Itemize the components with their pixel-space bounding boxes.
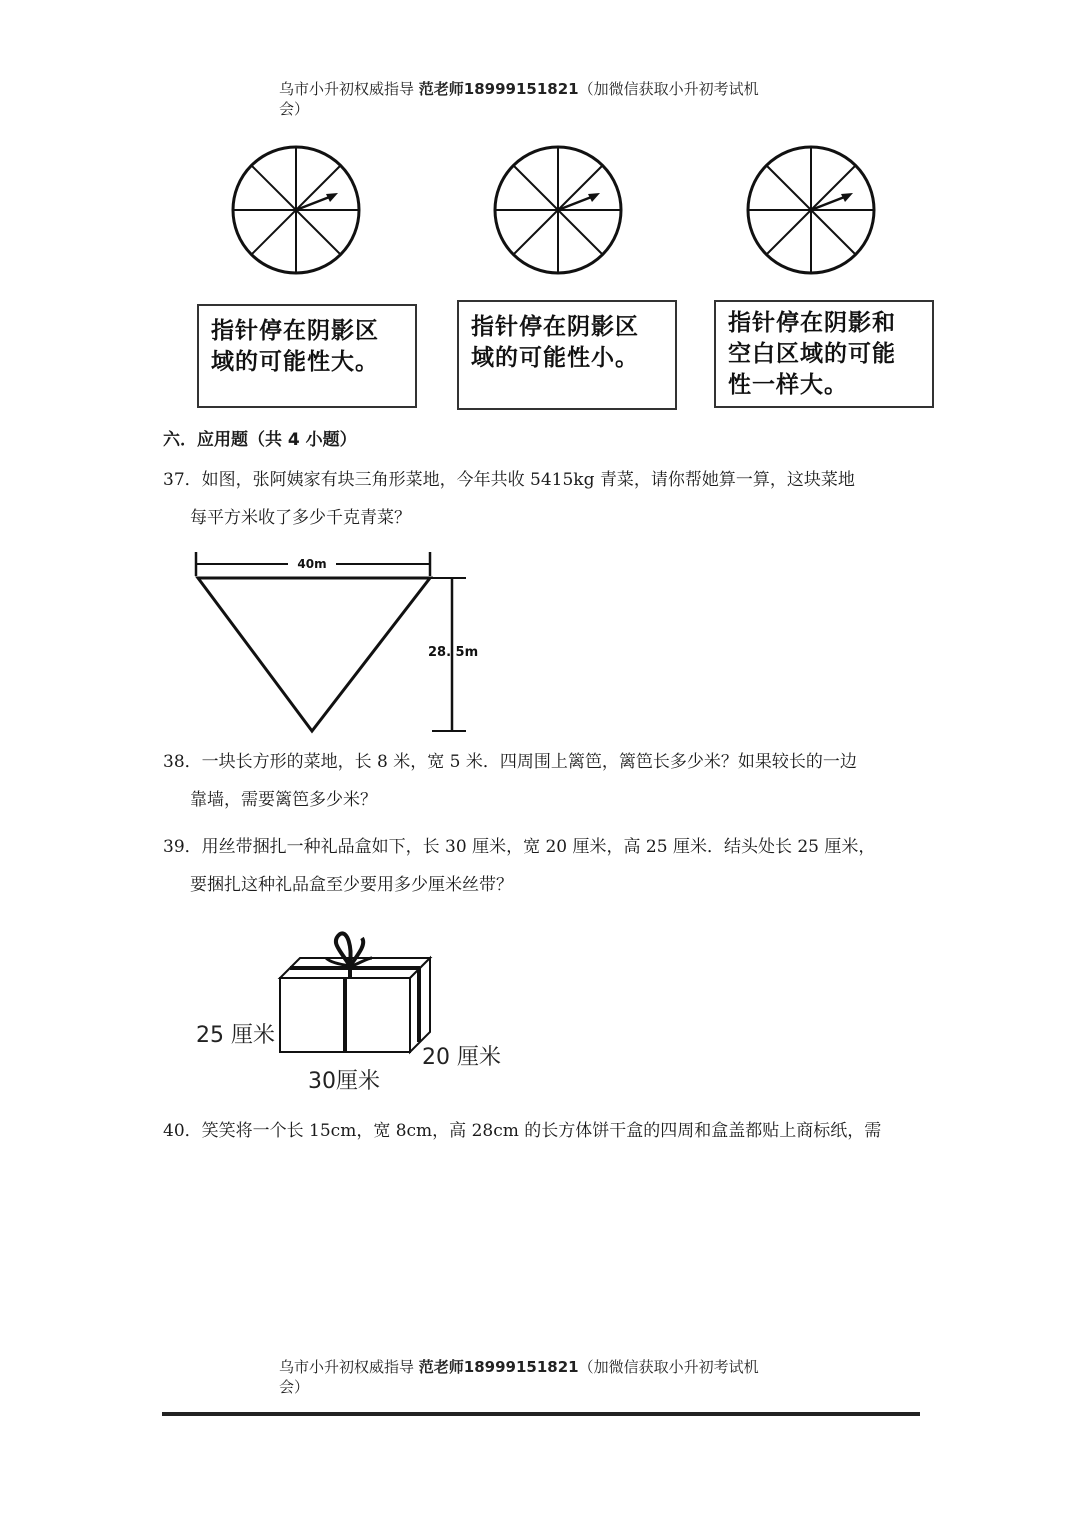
spinner-2-label	[457, 300, 677, 410]
triangle-height-label: 28. 5m	[428, 645, 479, 660]
spinner-2	[490, 138, 626, 278]
spinner-3-label	[714, 300, 934, 408]
footer-suffix: （加微信获取小升初考试机	[578, 1358, 759, 1376]
header-line2: 会）	[279, 100, 310, 118]
spinner-1-label-line2: 域的可能性大。	[211, 349, 379, 375]
gift-box-figure	[190, 928, 520, 1096]
footer-phone: 范老师18999151821	[418, 1358, 579, 1376]
spinner-3-label-line3: 性一样大。	[728, 372, 848, 398]
triangle-figure	[190, 548, 490, 738]
spinner-2-label-line2: 域的可能性小。	[471, 345, 639, 371]
question-37-text: 如图，张阿姨家有块三角形菜地，今年共收 5415kg 青菜，请你帮她算一算，这块菜地	[201, 470, 855, 490]
footer-line2: 会）	[279, 1378, 310, 1396]
question-38-text-cont: 靠墙，需要篱笆多少米？	[190, 790, 377, 810]
page-footer	[279, 1357, 799, 1397]
question-39-text-cont: 要捆扎这种礼品盒至少要用多少厘米丝带？	[190, 875, 513, 895]
header-text: 乌市小升初权威指导	[279, 80, 415, 98]
spinner-3-label-line2: 空白区域的可能	[728, 341, 896, 367]
spinner-2-label-line1: 指针停在阴影区	[471, 314, 639, 340]
question-37	[163, 470, 923, 528]
box-height-label: 25 厘米	[196, 1023, 275, 1048]
spinner-1	[228, 138, 364, 278]
spinner-1-label-line1: 指针停在阴影区	[211, 318, 379, 344]
question-39-text: 用丝带捆扎一种礼品盒如下，长 30 厘米，宽 20 厘米，高 25 厘米．结头处长 25 厘米，	[201, 837, 876, 857]
question-37-number: 37．	[163, 470, 202, 490]
spinner-3-label-line1: 指针停在阴影和	[728, 310, 896, 336]
question-40-text: 笑笑将一个长 15cm，宽 8cm，高 28cm 的长方体饼干盒的四周和盒盖都贴上商标纸，需	[201, 1121, 882, 1141]
question-38-text: 一块长方形的菜地，长 8 米，宽 5 米．四周围上篱笆，篱笆长多少米？如果较长的一边	[201, 752, 857, 772]
footer-rule	[162, 1412, 920, 1416]
question-37-text-cont: 每平方米收了多少千克青菜？	[190, 508, 411, 528]
header-phone: 范老师18999151821	[418, 80, 579, 98]
question-38	[163, 752, 923, 810]
question-39	[163, 837, 923, 895]
header-suffix: （加微信获取小升初考试机	[578, 80, 759, 98]
box-length-label: 30厘米	[308, 1069, 380, 1094]
page-header	[279, 79, 799, 119]
spinner-3	[743, 138, 879, 278]
question-38-number: 38．	[163, 752, 202, 772]
box-width-label: 20 厘米	[422, 1045, 501, 1070]
section-title: 六．应用题（共 4 小题）	[163, 430, 357, 450]
question-39-number: 39．	[163, 837, 202, 857]
spinner-1-label	[197, 304, 417, 408]
footer-text: 乌市小升初权威指导	[279, 1358, 415, 1376]
question-40	[163, 1121, 923, 1141]
question-40-number: 40．	[163, 1121, 202, 1141]
triangle-base-label: 40m	[297, 557, 327, 571]
